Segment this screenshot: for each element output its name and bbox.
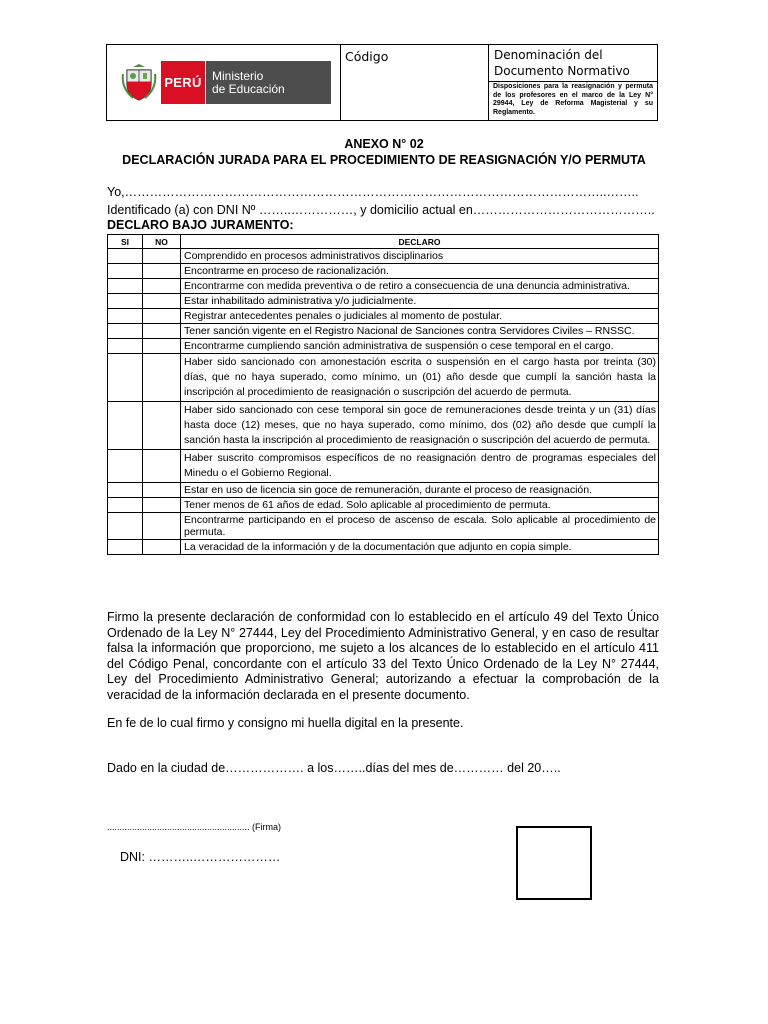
declaration-text: Estar inhabilitado administrativa y/o judicialmente.: [181, 294, 659, 309]
table-row: [108, 249, 659, 264]
declaration-text: La veracidad de la información y de la documentación que adjunto en copia simple.: [181, 540, 659, 555]
si-checkbox-cell[interactable]: [108, 483, 143, 498]
table-header-row: [108, 235, 659, 249]
declaration-text: Estar en uso de licencia sin goce de remuneración, durante el proceso de reasignación.: [181, 483, 659, 498]
header-declaro: DECLARO: [181, 235, 659, 249]
declaration-text: Haber sido sancionado con cese temporal sin goce de remuneraciones desde treinta y un (31) días hasta doce (12) meses, que no haya superado, como mínimo, dos (02) año desde que cumplí la sanción hasta la inscripción al procedimiento de reasignación o suscripción del acuerdo de permuta.: [181, 402, 659, 450]
si-checkbox-cell[interactable]: [108, 354, 143, 402]
no-checkbox-cell[interactable]: [143, 249, 181, 264]
dni-address-line[interactable]: Identificado (a) con DNI Nº ……..……………, y domicilio actual en……………………………………..: [107, 203, 655, 217]
document-description: Disposiciones para la reasignación y permuta de los profesores en el marco de la Ley N° 29944, Ley de Reforma Magisterial y su Reglamento.: [493, 83, 653, 116]
declaration-text: Encontrarme participando en el proceso de ascenso de escala. Solo aplicable al procedimiento de permuta.: [181, 513, 659, 540]
denominacion-line2: Documento Normativo: [494, 64, 630, 78]
declaration-text: Registrar antecedentes penales o judiciales al momento de postular.: [181, 309, 659, 324]
logo-country: PERÚ: [161, 61, 205, 104]
table-row: [108, 324, 659, 339]
logo-ministry: [205, 61, 331, 104]
header-no: NO: [143, 235, 181, 249]
declaration-text: Encontrarme cumpliendo sanción administrativa de suspensión o cese temporal en el cargo.: [181, 339, 659, 354]
codigo-cell: [341, 45, 489, 120]
si-checkbox-cell[interactable]: [108, 498, 143, 513]
fingerprint-box[interactable]: [516, 826, 592, 900]
fingerprint-statement: En fe de lo cual firmo y consigno mi huella digital en la presente.: [107, 716, 464, 730]
table-row: [108, 339, 659, 354]
no-checkbox-cell[interactable]: [143, 402, 181, 450]
declaration-text: Comprendido en procesos administrativos disciplinarios: [181, 249, 659, 264]
no-checkbox-cell[interactable]: [143, 324, 181, 339]
table-row: [108, 309, 659, 324]
table-row: [108, 264, 659, 279]
si-checkbox-cell[interactable]: [108, 450, 143, 483]
declaration-text: Tener menos de 61 años de edad. Solo aplicable al procedimiento de permuta.: [181, 498, 659, 513]
no-checkbox-cell[interactable]: [143, 450, 181, 483]
declaration-text: Haber sido sancionado con amonestación escrita o suspensión en el cargo hasta por treinta (30) días, que no haya superado, como mínimo, un (01) año desde que cumplí la sanción hasta la inscripción al procedimiento de reasignación o suscripción del acuerdo de permuta.: [181, 354, 659, 402]
table-row: [108, 498, 659, 513]
logo-cell: [107, 45, 341, 120]
declaration-table: [107, 234, 659, 555]
declaration-text: Encontrarme con medida preventiva o de retiro a consecuencia de una denuncia administrativa.: [181, 279, 659, 294]
logo-ministry-line2: de Educación: [212, 81, 285, 96]
no-checkbox-cell[interactable]: [143, 309, 181, 324]
no-checkbox-cell[interactable]: [143, 294, 181, 309]
name-line[interactable]: Yo,……………………………………………………………………………………………………..……..: [107, 185, 639, 199]
signature-dni-line[interactable]: DNI: ………..…………………: [120, 850, 281, 864]
document-header: [106, 44, 658, 121]
no-checkbox-cell[interactable]: [143, 279, 181, 294]
table-row: [108, 402, 659, 450]
si-checkbox-cell[interactable]: [108, 402, 143, 450]
table-row: [108, 354, 659, 402]
denominacion-cell: [489, 45, 657, 82]
logo-ministry-line1: Ministerio: [212, 68, 264, 83]
no-checkbox-cell[interactable]: [143, 339, 181, 354]
header-si: SI: [108, 235, 143, 249]
document-title: DECLARACIÓN JURADA PARA EL PROCEDIMIENTO DE REASIGNACIÓN Y/O PERMUTA: [122, 153, 646, 167]
declaro-heading: DECLARO BAJO JURAMENTO:: [107, 218, 294, 232]
si-checkbox-cell[interactable]: [108, 513, 143, 540]
denominacion-line1: Denominación del: [494, 48, 603, 62]
si-checkbox-cell[interactable]: [108, 339, 143, 354]
no-checkbox-cell[interactable]: [143, 513, 181, 540]
legal-paragraph: Firmo la presente declaración de conformidad con lo establecido en el artículo 49 del Texto Único Ordenado de la Ley N° 27444, Ley del Procedimiento Administrativo General, y en caso de resultar falsa la información que proporciono, me sujeto a los alcances de lo establecido en el artículo 411 del Código Penal, concordante con el artículo 33 del Texto Único Ordenado de la Ley N° 27444, Ley del Procedimiento Administrativo General; autorizando a efectuar la comprobación de la veracidad de la información declarada en el presente documento.: [107, 610, 659, 702]
no-checkbox-cell[interactable]: [143, 498, 181, 513]
declaration-text: Tener sanción vigente en el Registro Nacional de Sanciones contra Servidores Civiles – RNSSC.: [181, 324, 659, 339]
si-checkbox-cell[interactable]: [108, 249, 143, 264]
minedu-logo: [117, 61, 331, 104]
si-checkbox-cell[interactable]: [108, 264, 143, 279]
table-row: [108, 483, 659, 498]
table-row: [108, 540, 659, 555]
table-row: [108, 294, 659, 309]
no-checkbox-cell[interactable]: [143, 483, 181, 498]
table-row: [108, 450, 659, 483]
si-checkbox-cell[interactable]: [108, 309, 143, 324]
signature-line[interactable]: ......................................................... (Firma): [107, 822, 282, 832]
table-row: [108, 513, 659, 540]
place-date-line[interactable]: Dado en la ciudad de………………. a los……..días del mes de………… del 20…..: [107, 761, 561, 775]
table-row: [108, 279, 659, 294]
peru-coat-of-arms-icon: [117, 61, 161, 104]
declaration-text: Encontrarme en proceso de racionalización.: [181, 264, 659, 279]
annex-title: ANEXO N° 02: [344, 137, 424, 151]
codigo-label: Código: [345, 49, 389, 64]
si-checkbox-cell[interactable]: [108, 540, 143, 555]
no-checkbox-cell[interactable]: [143, 264, 181, 279]
si-checkbox-cell[interactable]: [108, 324, 143, 339]
no-checkbox-cell[interactable]: [143, 354, 181, 402]
si-checkbox-cell[interactable]: [108, 279, 143, 294]
no-checkbox-cell[interactable]: [143, 540, 181, 555]
si-checkbox-cell[interactable]: [108, 294, 143, 309]
declaration-text: Haber suscrito compromisos específicos de no reasignación dentro de programas especiales del Minedu o el Gobierno Regional.: [181, 450, 659, 483]
